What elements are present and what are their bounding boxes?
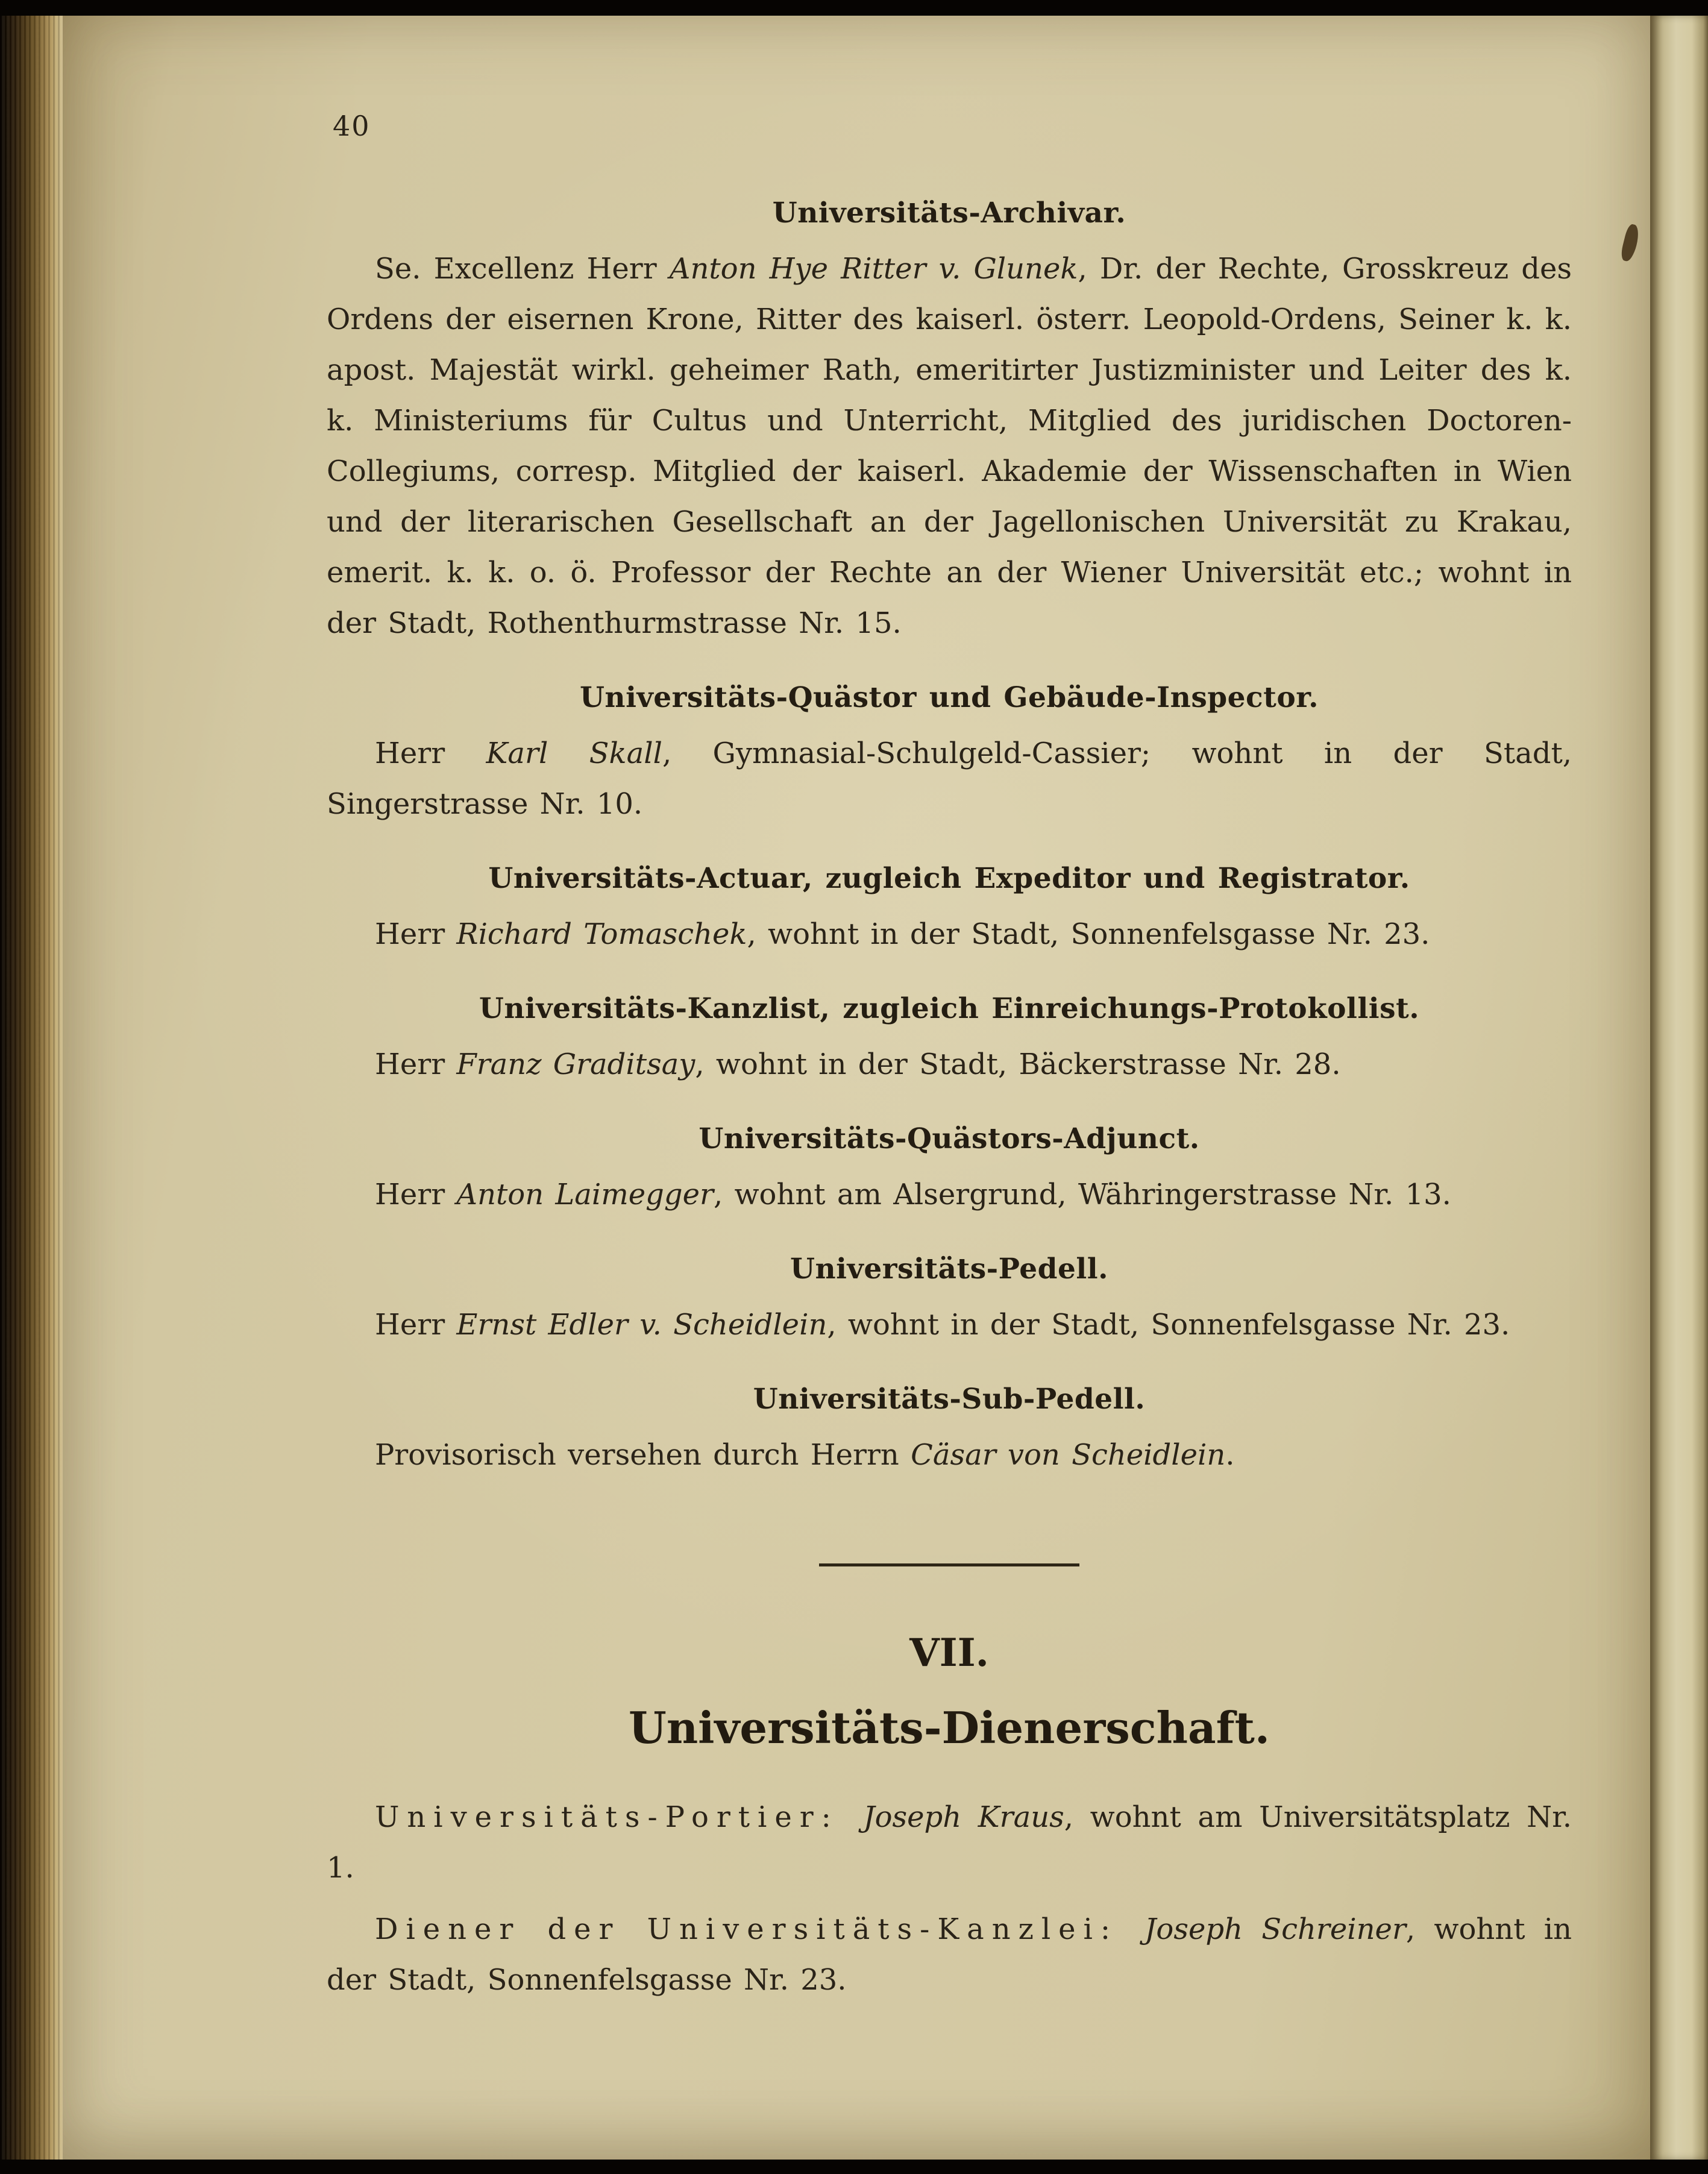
paper-page: [63, 14, 1650, 2161]
paragraph: [327, 1299, 1572, 1350]
paragraph: [327, 1039, 1572, 1090]
page-number: 40: [333, 110, 371, 142]
paragraph: [327, 1169, 1572, 1220]
person-name: Joseph Schreiner: [1144, 1912, 1406, 1946]
section-heading: Universitäts-Archivar.: [772, 196, 1126, 230]
text-run: , wohnt am Universitätsplatz Nr. 1.: [327, 1800, 1572, 1885]
text-run: Provisorisch versehen durch Herrn: [375, 1438, 911, 1472]
chapter-number: VII.: [909, 1630, 989, 1676]
paragraph: [327, 1792, 1572, 1893]
scan-top-bar: [0, 0, 1708, 16]
chapter-title: Universitäts-Dienerschaft.: [629, 1702, 1270, 1753]
text-run: Se. Excellenz Herr: [375, 252, 670, 286]
next-page-fore-edge: [1650, 14, 1708, 2161]
paragraph: [327, 728, 1572, 829]
section-heading: Universitäts-Sub-Pedell.: [753, 1383, 1146, 1416]
text-run: , wohnt in der Stadt, Sonnenfelsgasse Nr. 23.: [327, 1912, 1572, 1997]
text-run: , Dr. der Rechte, Grosskreuz des Ordens der eisernen Krone, Ritter des kaiserl. österr. Leopold-Ordens, Seiner k. k. apost. Majestät wirkl. geheimer Rath, emeritirter Justizminister und Leiter des k. k. Ministeriums für Cultus und Unterricht, Mitglied des juridischen Doctoren-Collegiums, corresp. Mitglied der kaiserl. Akademie der Wissenschaften in Wien und der literarischen Gesellschaft an der Jagellonischen Universität zu Krakau, emerit. k. k. o. ö. Professor der Rechte an der Wiener Universität etc.; wohnt in der Stadt, Rothenthurmstrasse Nr. 15.: [327, 252, 1572, 640]
person-name: Ernst Edler v. Scheidlein: [456, 1308, 827, 1342]
text-run: , wohnt in der Stadt, Bäckerstrasse Nr. 28.: [695, 1048, 1341, 1081]
paragraph: [327, 1430, 1572, 1480]
text-run: Herr: [375, 1048, 457, 1081]
person-name: Richard Tomaschek: [456, 917, 747, 951]
page-content: [327, 195, 1572, 2005]
person-name: Karl Skall: [486, 737, 662, 770]
role-label: Universitäts-Portier:: [375, 1800, 864, 1834]
person-name: Cäsar von Scheidlein: [911, 1438, 1226, 1472]
scan-bottom-bar: [0, 2160, 1708, 2174]
role-label: Diener der Universitäts-Kanzlei:: [375, 1912, 1145, 1946]
book-gutter-page-stack: [0, 0, 65, 2174]
person-name: Anton Laimegger: [456, 1178, 714, 1211]
section-heading: Universitäts-Quästors-Adjunct.: [699, 1122, 1200, 1155]
section-heading: Universitäts-Pedell.: [790, 1252, 1108, 1286]
text-run: , wohnt am Alsergrund, Währingerstrasse Nr. 13.: [713, 1178, 1451, 1211]
person-name: Anton Hye Ritter v. Glunek: [669, 252, 1078, 286]
text-run: , wohnt in der Stadt, Sonnenfelsgasse Nr. 23.: [747, 917, 1430, 951]
text-run: , wohnt in der Stadt, Sonnenfelsgasse Nr. 23.: [827, 1308, 1510, 1342]
text-run: .: [1225, 1438, 1235, 1472]
section-heading: Universitäts-Actuar, zugleich Expeditor und Registrator.: [488, 862, 1410, 895]
person-name: Joseph Kraus: [863, 1800, 1064, 1834]
paragraph: [327, 909, 1572, 960]
text-run: , Gymnasial-Schulgeld-Cassier; wohnt in der Stadt, Singerstrasse Nr. 10.: [327, 737, 1572, 821]
paragraph: [327, 1904, 1572, 2005]
section-divider: [819, 1563, 1079, 1566]
text-run: Herr: [375, 1178, 457, 1211]
text-run: Herr: [375, 917, 457, 951]
paragraph: [327, 243, 1572, 649]
person-name: Franz Graditsay: [456, 1048, 695, 1081]
section-heading: Universitäts-Quästor und Gebäude-Inspector.: [579, 681, 1319, 714]
text-run: Herr: [375, 1308, 457, 1342]
text-run: Herr: [375, 737, 486, 770]
section-heading: Universitäts-Kanzlist, zugleich Einreichungs-Protokollist.: [479, 992, 1420, 1025]
